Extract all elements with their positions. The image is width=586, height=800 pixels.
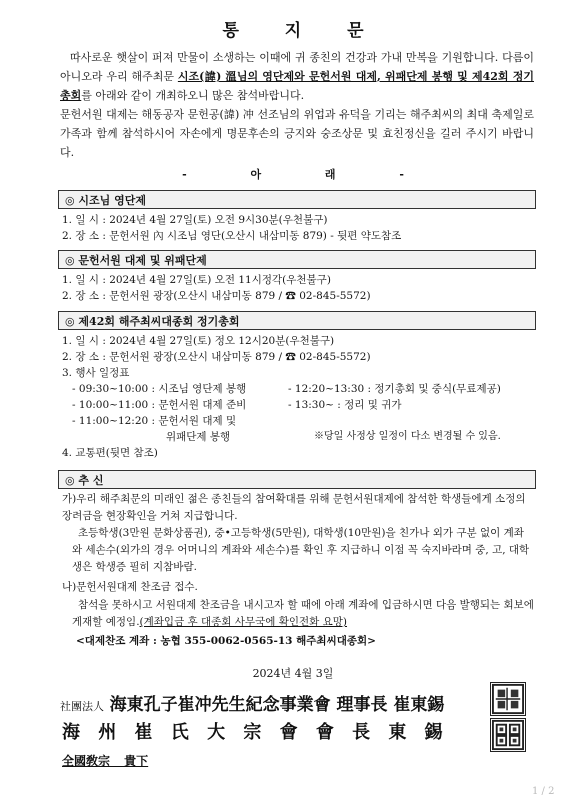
page-number: 1 / 2: [532, 786, 555, 797]
s1-line-1: 1. 일 시 : 2024년 4월 27일(토) 오전 9시30분(우천불구): [62, 214, 328, 226]
s2-line-2: 2. 장 소 : 문헌서원 광장(오산시 내삼미동 879 / ☎ 02-845-5572): [62, 290, 371, 302]
schedule-left-2: - 10:00~11:00 : 문헌서원 대제 준비: [72, 399, 247, 411]
intro-text: [60, 48, 534, 162]
schedule-right-1: - 12:20~13:30 : 정기총회 및 중식(무료제공): [288, 383, 501, 395]
addressee: 全國敎宗 貴下: [62, 754, 149, 768]
postscript-na-text: 참석을 못하시고 서원대제 찬조금을 내시고자 할 때에 아래 계좌에 입금하시면 다음 발행되는 회보에 게재할 예정임.: [72, 599, 534, 628]
signature-prefix: 社團法人: [60, 700, 104, 713]
schedule-right-2: - 13:30~ : 정리 및 귀가: [288, 399, 402, 411]
arae-heading: - 아 래 -: [182, 168, 404, 181]
postscript-ga: 가)우리 해주최문의 미래인 젊은 종친들의 참여확대를 위해 문헌서원대제에 참석한 학생들에게 소정의 장려금을 현장확인을 거쳐 지급합니다.: [62, 493, 526, 522]
s2-line-1: 1. 일 시 : 2024년 4월 27일(토) 오전 11시정각(우천불구): [62, 274, 331, 286]
signature-org-1: 海東孔子崔冲先生紀念事業會 理事長 崔東錫: [109, 695, 445, 715]
intro-p1-post: 를 아래와 같이 개최하오니 많은 참석바랍니다.: [81, 89, 305, 102]
donation-account: <대제찬조 계좌 : 농협 355-0062-0565-13 해주최씨대종회>: [76, 635, 376, 647]
s3-line-4: 4. 교통편(뒷면 참조): [62, 447, 158, 459]
intro-p1-pre: 따사로운 햇살이 퍼져 만물이 소생하는 이때에 귀 종친의 건강과 가내 만복을 기원합니다. 다름이 아니오라 우리 해주최문: [60, 51, 534, 83]
signature-line-2: 海 州 崔 氏 大 宗 會 會 長 東 錫: [62, 722, 449, 743]
postscript-na: 나)문헌서원대제 찬조금 접수.: [62, 581, 198, 593]
section-header-youngdanje: ◎ 시조님 영단제: [58, 190, 536, 209]
section-header-general-meeting: ◎ 제42회 해주최씨대종회 정기총회: [58, 311, 536, 330]
schedule-left-3b: 위패단제 봉행: [166, 431, 231, 443]
section-header-daeje: ◎ 문헌서원 대제 및 위패단제: [58, 250, 536, 269]
s3-line-1: 1. 일 시 : 2024년 4월 27일(토) 정오 12시20분(우천불구): [62, 335, 335, 347]
s3-line-3: 3. 행사 일정표: [62, 367, 130, 379]
issue-date: 2024년 4월 3일: [252, 667, 334, 680]
postscript-na-underlined: (계좌입금 후 대종회 사무국에 확인전화 요망): [139, 616, 348, 628]
section-header-postscript: ◎ 추 신: [58, 470, 536, 489]
s3-line-2: 2. 장 소 : 문헌서원 광장(오산시 내삼미동 879 / ☎ 02-845-5572): [62, 351, 371, 363]
postscript-ga-detail: 초등학생(3만원 문화상품권), 중•고등학생(5만원), 대학생(10만원)을 친가나 외가 구분 없이 계좌와 세손수(외가의 경우 어머니의 계좌와 세손수)를 확인 후 지급하니 이점 꼭 숙지바라며 중, 고, 대학생은 학생증 필히 지참바람.: [72, 527, 530, 573]
postscript-na-detail: [72, 597, 534, 631]
intro-highlight: 시조(諱) 溫님의 영단제와 문헌서원 대제, 위패단제 봉행 및 제42회 정기총회: [60, 70, 534, 102]
s1-line-2: 2. 장 소 : 문헌서원 內 시조님 영단(오산시 내삼미동 879) - 뒷편 약도참조: [62, 230, 402, 242]
schedule-left-1: - 09:30~10:00 : 시조님 영단제 봉행: [72, 383, 247, 395]
seal-stamp-icon: [490, 682, 526, 716]
signature-line-1: [60, 690, 444, 715]
intro-paragraph-2: 문헌서원 대제는 해동공자 문헌공(諱) 冲 선조님의 위업과 유덕을 기리는 해주최씨의 최대 축제일로 가족과 함께 참석하시어 자손에게 명문후손의 긍지와 숭조상문 및 효친정신을 길러 주시기 바랍니다.: [60, 108, 534, 159]
document-title: 통 지 문: [222, 21, 384, 41]
schedule-note: ※당일 사정상 일정이 다소 변경될 수 있음.: [314, 431, 501, 442]
intro-paragraph-1: [60, 48, 534, 105]
schedule-left-3: - 11:00~12:20 : 문헌서원 대제 및: [72, 415, 237, 427]
seal-stamp-icon-2: [490, 718, 526, 752]
